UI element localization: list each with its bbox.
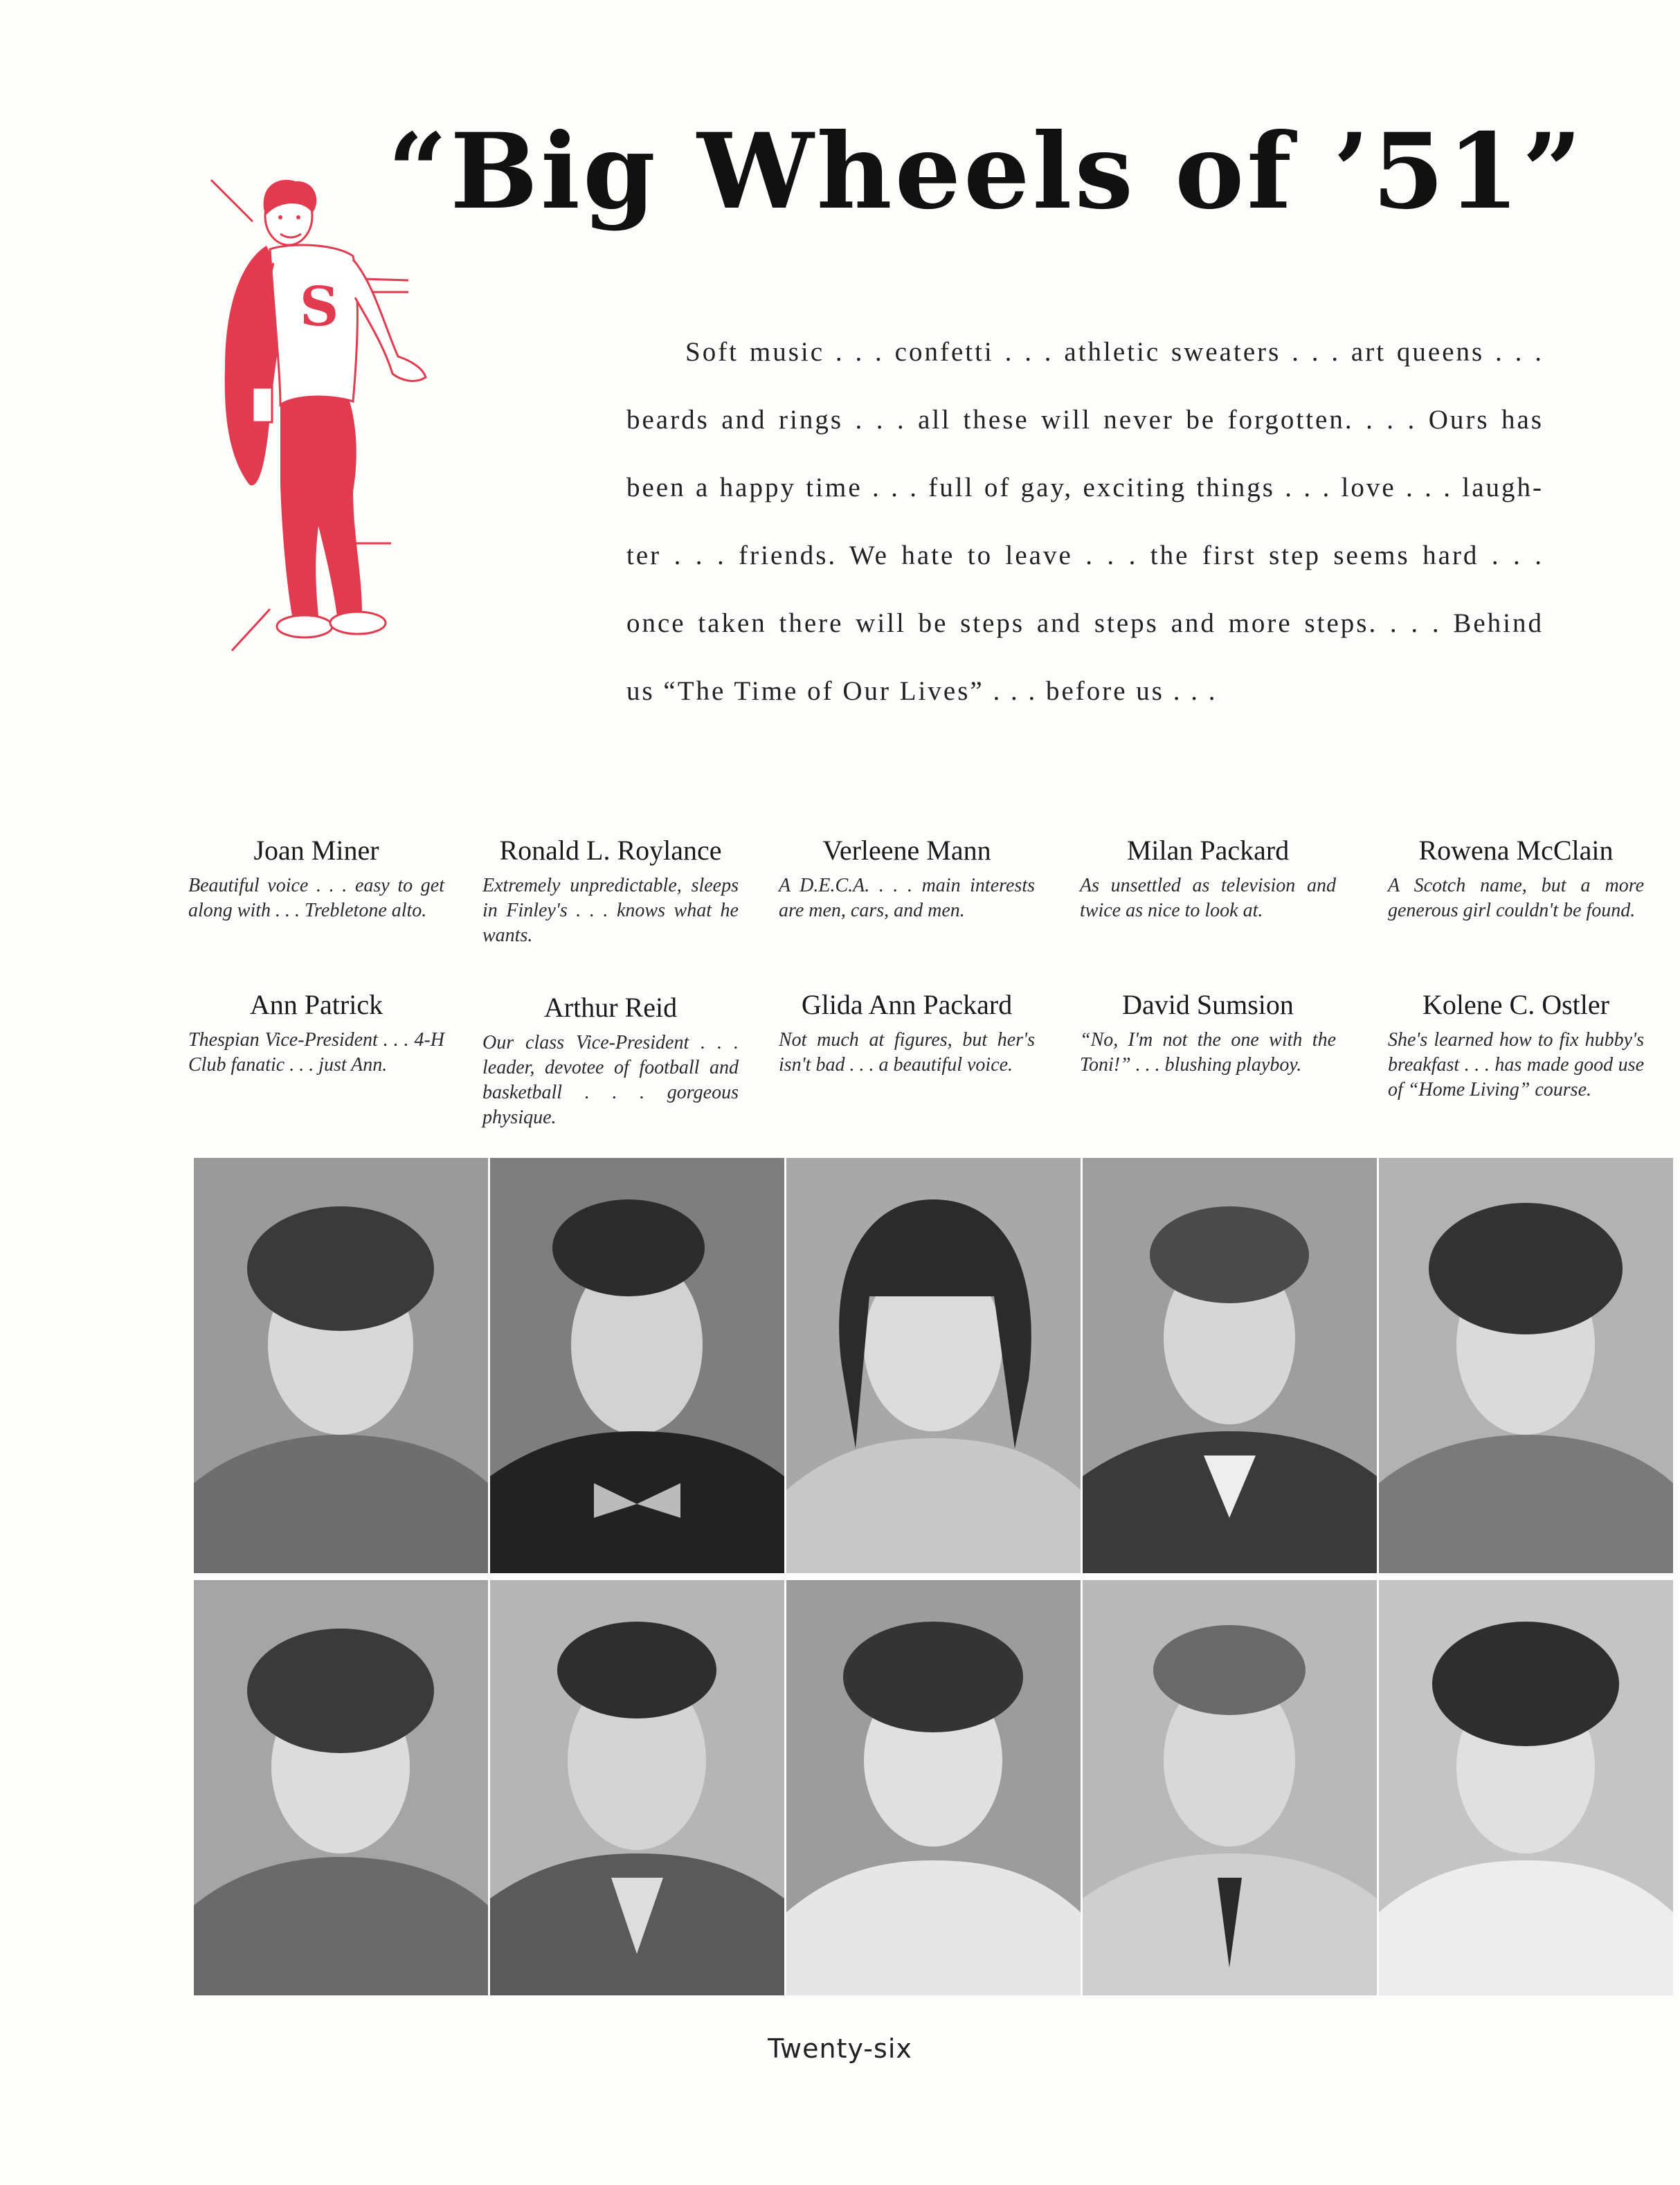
student-description: Not much at figures, but her's isn't bad . . . a beautiful voice. bbox=[779, 1029, 1035, 1076]
student-bio bbox=[1388, 834, 1644, 923]
student-description: A D.E.C.A. . . . main interests are men, cars, and men. bbox=[779, 875, 1035, 921]
portrait-photo bbox=[194, 1580, 488, 1995]
student-name: Arthur Reid bbox=[543, 992, 678, 1023]
intro-line: been a happy time . . . full of gay, exciting things . . . love . . . laugh- bbox=[626, 473, 1544, 502]
page-number: Twenty-six bbox=[768, 2033, 912, 2064]
student-description: “No, I'm not the one with the Toni!” . . . blushing playboy. bbox=[1080, 1029, 1336, 1076]
student-description: A Scotch name, but a more generous girl couldn't be found. bbox=[1388, 875, 1644, 921]
student-name: Verleene Mann bbox=[822, 835, 991, 866]
portrait-photo bbox=[1379, 1158, 1673, 1573]
intro-line: ter . . . friends. We hate to leave . . . the first step seems hard . . . bbox=[626, 541, 1544, 570]
student-name: Ann Patrick bbox=[249, 989, 383, 1020]
intro-line: Soft music . . . confetti . . . athletic sweaters . . . art queens . . . bbox=[685, 337, 1544, 367]
student-bio bbox=[1080, 988, 1336, 1078]
student-bio bbox=[779, 988, 1035, 1078]
student-name: Ronald L. Roylance bbox=[499, 835, 722, 866]
student-bio bbox=[188, 834, 444, 923]
student-bio bbox=[482, 991, 739, 1130]
intro-paragraph bbox=[626, 318, 1544, 725]
portrait-photo bbox=[1083, 1158, 1377, 1573]
portrait-photo bbox=[1083, 1580, 1377, 1995]
student-name: Glida Ann Packard bbox=[801, 989, 1013, 1020]
portrait-photo bbox=[490, 1580, 784, 1995]
student-bio bbox=[1388, 988, 1644, 1103]
sweater-letter: S bbox=[300, 275, 339, 338]
student-description: She's learned how to fix hubby's breakfast . . . has made good use of “Home Living” course. bbox=[1388, 1029, 1644, 1100]
student-description: Our class Vice-President . . . leader, devotee of football and basketball . . . gorgeous physique. bbox=[482, 1032, 739, 1128]
student-name: Kolene C. Ostler bbox=[1422, 989, 1609, 1020]
student-description: Thespian Vice-President . . . 4-H Club fanatic . . . just Ann. bbox=[188, 1029, 444, 1076]
portrait-photo bbox=[786, 1158, 1081, 1573]
intro-line: beards and rings . . . all these will never be forgotten. . . . Ours has bbox=[626, 405, 1544, 435]
portrait-photo bbox=[490, 1158, 784, 1573]
portrait-grid bbox=[194, 1158, 1680, 1995]
intro-line: once taken there will be steps and steps and more steps. . . . Behind bbox=[626, 608, 1544, 638]
student-bio bbox=[779, 834, 1035, 923]
student-name: Milan Packard bbox=[1126, 835, 1290, 866]
student-description: Extremely unpredictable, sleeps in Finley's . . . knows what he wants. bbox=[482, 875, 739, 946]
page-title: “Big Wheels of ’51” bbox=[388, 111, 1585, 233]
student-name: Rowena McClain bbox=[1418, 835, 1614, 866]
student-name: David Sumsion bbox=[1122, 989, 1294, 1020]
student-bio bbox=[1080, 834, 1336, 923]
student-bio bbox=[482, 834, 739, 948]
student-name: Joan Miner bbox=[253, 835, 379, 866]
student-description: As unsettled as television and twice as nice to look at. bbox=[1080, 875, 1336, 921]
mascot-illustration bbox=[177, 166, 440, 664]
portrait-photo bbox=[194, 1158, 488, 1573]
student-bio bbox=[188, 988, 444, 1078]
student-description: Beautiful voice . . . easy to get along with . . . Trebletone alto. bbox=[188, 875, 444, 921]
portrait-photo bbox=[1379, 1580, 1673, 1995]
intro-line: us “The Time of Our Lives” . . . before us . . . bbox=[626, 676, 1218, 706]
portrait-photo bbox=[786, 1580, 1081, 1995]
